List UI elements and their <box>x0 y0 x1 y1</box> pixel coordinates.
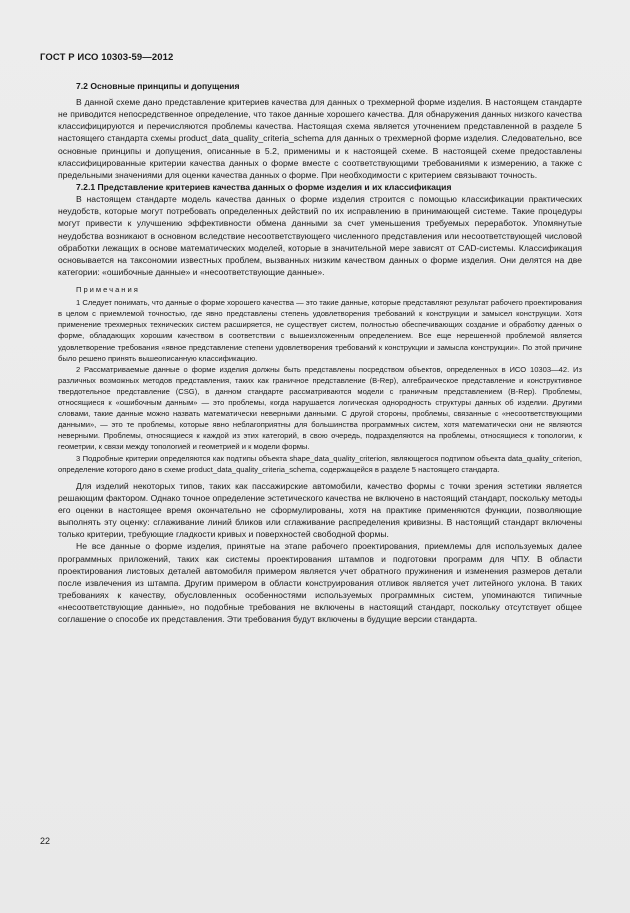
document-body <box>58 80 582 626</box>
page-number: 22 <box>40 836 51 846</box>
note-1: 1 Следует понимать, что данные о форме хорошего качества — это такие данные, которые представляют результат рабочего проектирования в целом с приемлемой точностью, где явно представлены степень удовлетворения требований к конструкции и замысел конструкции. Хотя применение трехмерных технических систем расширяется, не существует систем, полностью обеспечивающих создание и обработку данных о форме, обладающих хорошим качеством в соответствии с вышеизложенным определением. Все еще нерешенной проблемой является удовлетворение требования «явное представление степени удовлетворения требований к конструкции и замысла конструкции». По этой причине было решено принять вышеописанную классификацию. <box>58 298 582 363</box>
section-heading: 7.2 Основные принципы и допущения <box>76 81 240 91</box>
paragraph-4: Не все данные о форме изделия, принятые на этапе рабочего проектирования, приемлемы для используемых далее программных приложений, таких как системы проектирования штампов и подготовки программ для ЧПУ. В области проектирования листовых деталей автомобиля примером является учет обратного пружинения и изменения размеров детали после извлечения из штампа. Другим примером в области конструирования отливок является учет литейного уклона. В таких требованиях к качеству, обусловленных особенностями используемых программных систем, упоминаются типичные «несоответствующие данные», но подобные требования не включены в настоящий стандарт, поскольку отсутствует общее соглашение о способе их представления. Эти требования будут включены в будущие версии стандарта. <box>58 541 582 625</box>
subsection-heading: 7.2.1 Представление критериев качества данных о форме изделия и их классификация <box>76 182 452 193</box>
notes-heading: Примечания <box>76 285 140 295</box>
paragraph-2: В настоящем стандарте модель качества данных о форме изделия строится с помощью классификации практических неудобств, которые могут потребовать определенных действий по их исправлению в принимающей системе. Такие процедуры могут привести к улучшению эффективности обмена данными за счет уменьшения требуемых переработок. Упомянутые неудобства возникают в основном вследствие несоответствующего численного представления или несоответствующей числовой обработки лежащих в основе математических моделей, которые в значительной мере зависят от CAD-системы. Классификация основывается на таксономии известных проблем, вызванных низким качеством данных о форме изделия. Они делятся на две категории: «ошибочные данные» и «несоответствующие данные». <box>58 194 582 278</box>
document-header: ГОСТ Р ИСО 10303-59—2012 <box>40 52 174 63</box>
paragraph-1: В данной схеме дано представление критериев качества для данных о трехмерной форме изделия. В настоящем стандарте не приводится непосредственное определение, что такое данные хорошего качества. Для обнаружения данных низкого качества классифицируются и перечисляются проблемы качества. Настоящая схема является уточнением представленной в разделе 5 настоящего стандарта схемы product_data_quality_criteria_schema для данных о трехмерной форме изделия. Следовательно, все основные принципы и допущения, описанные в 5.2, применимы и к настоящей схеме. В настоящей схеме предоставлены классифицированные критерии качества данных о форме вместе с соответствующими требованиями к измерению, а также с предельными значениями для оценки качества данных о форме. При необходимости с критерием связывают точность. <box>58 97 582 180</box>
paragraph-3: Для изделий некоторых типов, таких как пассажирские автомобили, качество формы с точки зрения эстетики является решающим фактором. Однако точное определение эстетического качества не включено в настоящий стандарт, поскольку методы его оценки в настоящее время окончательно не сформулированы, хотя на практике применяются функции, позволяющие выполнять эту оценку: сглаживание линий бликов или сглаживание распределения кривизны. В настоящий стандарт включены только критерии, требующие гладкости кривых и поверхностей свободной формы. <box>58 480 582 540</box>
note-2: 2 Рассматриваемые данные о форме изделия должны быть представлены посредством объектов, определенных в ИСО 10303—42. Из различных возможных методов представления, таких как граничное представление (B-Rep), алгебраическое представление и конструктивное твердотельное представление (CSG), в данном стандарте рассматриваются модели с граничным представлением (B-Rep). Проблемы, относящиеся к «ошибочным данным» — это проблемы, когда нарушается логическая однородность структуры данных об изделии. Другими словами, такие данные можно назвать математически неверными данными. С другой стороны, проблемы, связанные с «несоответствующими данными», — это те проблемы, которые явно неблагоприятны для большинства программных систем, хотя математически они не являются неверными. Проблемы, относящиеся к каждой из этих категорий, в свою очередь, подразделяются на проблемы, относящиеся к топологии, к геометрии, к связи между топологией и геометрией и к модели формы. <box>58 364 582 452</box>
note-3: 3 Подробные критерии определяются как подтипы объекта shape_data_quality_criterion, являющегося подтипом объекта data_quality_criterion, определение которого дано в схеме product_data_quality_criteria_schema, содержащейся в разделе 5 настоящего стандарта. <box>58 453 582 474</box>
